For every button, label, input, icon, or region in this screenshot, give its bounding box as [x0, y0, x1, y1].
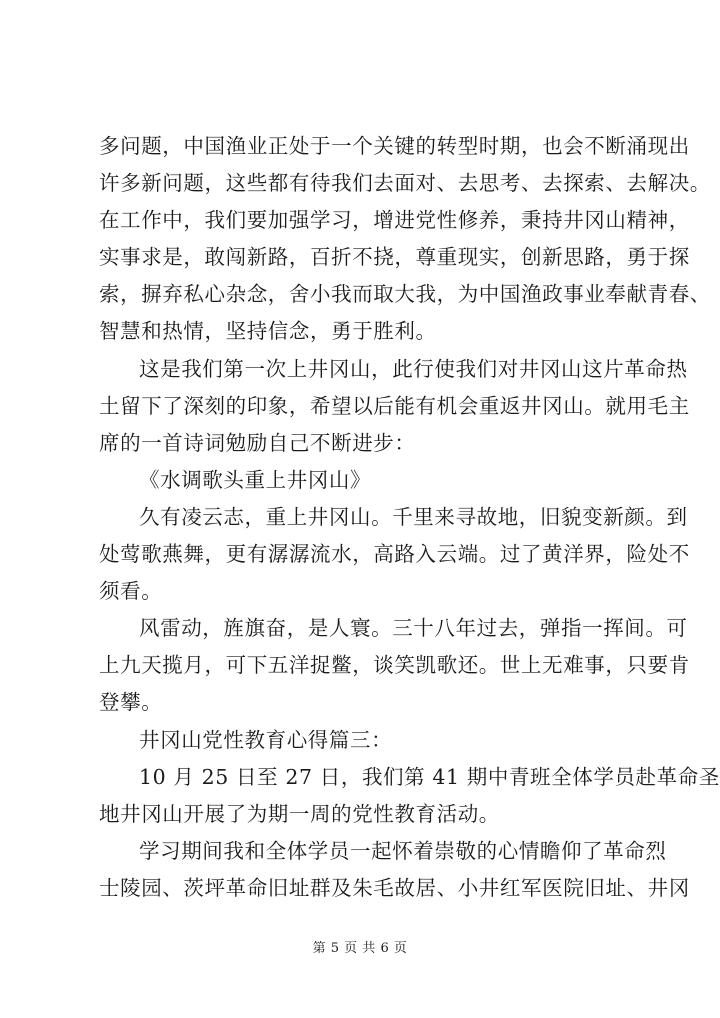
text-line: 须看。	[99, 579, 163, 604]
text-line: 实事求是，敢闯新路，百折不挠，尊重现实，创新思路，勇于探	[99, 245, 690, 270]
paragraph-start-line: 风雷动，旌旗奋，是人寰。三十八年过去，弹指一挥间。可	[139, 616, 688, 641]
paragraph-start-line: 这是我们第一次上井冈山，此行使我们对井冈山这片革命热	[139, 356, 688, 381]
poem-title: 《水调歌头重上井冈山》	[139, 467, 372, 492]
text-line: 智慧和热情，坚持信念，勇于胜利。	[99, 319, 437, 344]
text-line: 士陵园、茨坪革命旧址群及朱毛故居、小井红军医院旧址、井冈	[99, 875, 690, 900]
paragraph-start-line: 久有凌云志，重上井冈山。千里来寻故地，旧貌变新颜。到	[139, 504, 688, 529]
body-text	[99, 128, 720, 907]
paragraph-start-line: 10 月 25 日至 27 日，我们第 41 期中青班全体学员赴革命圣	[139, 764, 720, 789]
text-line: 土留下了深刻的印象，希望以后能有机会重返井冈山。就用毛主	[99, 393, 690, 418]
text-line: 地井冈山开展了为期一周的党性教育活动。	[99, 801, 500, 826]
text-line: 索，摒弃私心杂念，舍小我而取大我，为中国渔政事业奉献青春、	[99, 282, 711, 307]
text-line: 在工作中，我们要加强学习，增进党性修养，秉持井冈山精神，	[99, 208, 690, 233]
page-number-footer: 第 5 页 共 6 页	[312, 941, 408, 956]
section-heading: 井冈山党性教育心得篇三：	[139, 727, 393, 752]
text-line: 席的一首诗词勉励自己不断进步：	[99, 430, 416, 455]
text-line: 多问题，中国渔业正处于一个关键的转型时期，也会不断涌现出	[99, 134, 690, 158]
text-line: 许多新问题，这些都有待我们去面对、去思考、去探索、去解决。	[99, 171, 711, 196]
text-line: 处莺歌燕舞，更有潺潺流水，高路入云端。过了黄洋界，险处不	[99, 542, 690, 567]
text-line: 登攀。	[99, 690, 163, 715]
text-line: 上九天揽月，可下五洋捉鳖，谈笑凯歌还。世上无难事，只要肯	[99, 653, 690, 678]
paragraph-start-line: 学习期间我和全体学员一起怀着崇敬的心情瞻仰了革命烈	[139, 838, 667, 863]
